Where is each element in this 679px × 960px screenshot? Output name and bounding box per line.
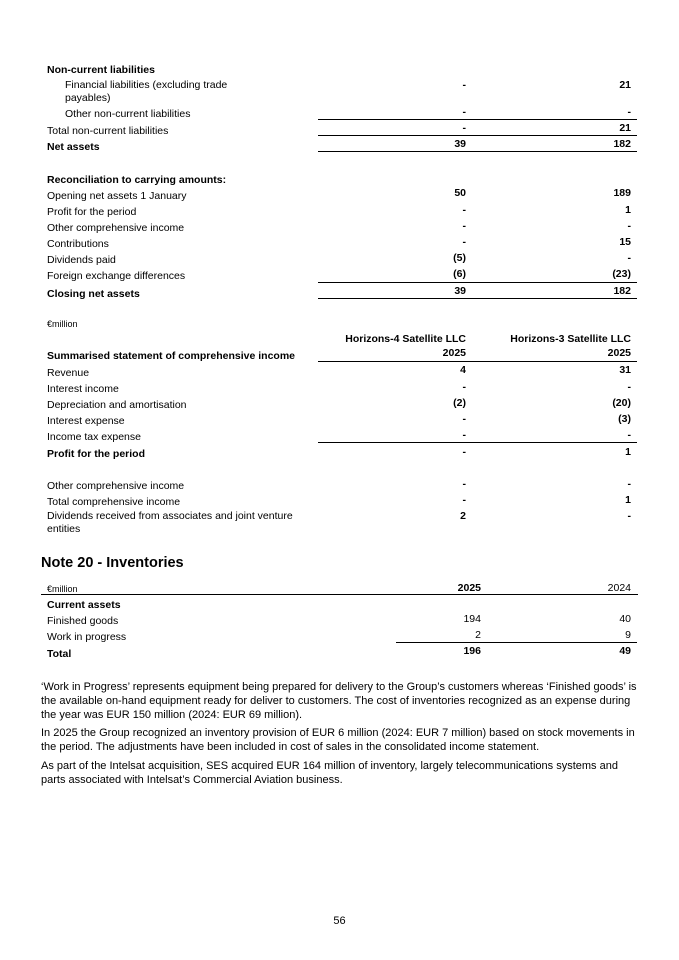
value-a: - — [462, 236, 466, 248]
value-b: 40 — [619, 613, 631, 625]
divider — [318, 298, 637, 299]
value-a: 39 — [454, 285, 466, 297]
value-b: 182 — [613, 285, 631, 297]
value-a: - — [462, 446, 466, 458]
value-b: 9 — [625, 629, 631, 641]
row-label: Work in progress — [47, 631, 127, 643]
row-label: Dividends received from associates and joint venture — [47, 510, 293, 522]
year-a: 2025 — [457, 582, 481, 594]
value-b: - — [627, 478, 631, 490]
row-label: Dividends paid — [47, 254, 116, 266]
note-title: Note 20 - Inventories — [41, 555, 184, 571]
value-a: 196 — [463, 645, 481, 657]
divider — [318, 119, 637, 120]
value-b: 182 — [613, 138, 631, 150]
value-a: - — [462, 494, 466, 506]
value-a: 39 — [454, 138, 466, 150]
value-b: (23) — [612, 268, 631, 280]
value-b: 189 — [613, 187, 631, 199]
paragraph: As part of the Intelsat acquisition, SES acquired EUR 164 million of inventory, largely telecommunications systems and parts associated with Intelsat’s Commercial Aviation business. — [41, 760, 618, 786]
row-label: Revenue — [47, 367, 90, 379]
row-label: Profit for the period — [47, 448, 145, 460]
unit-label: €million — [47, 584, 78, 594]
row-label: Contributions — [47, 238, 109, 250]
row-label: Interest income — [47, 383, 119, 395]
value-a: 4 — [460, 364, 466, 376]
row-label: Opening net assets 1 January — [47, 190, 187, 202]
value-a: - — [462, 122, 466, 134]
row-label: Net assets — [47, 141, 100, 153]
divider — [41, 594, 638, 595]
value-b: - — [627, 252, 631, 264]
value-b: - — [627, 510, 631, 522]
value-b: 21 — [619, 79, 631, 91]
divider — [396, 642, 637, 643]
row-label: Financial liabilities (excluding trade — [65, 79, 228, 91]
row-label: Finished goods — [47, 615, 119, 627]
value-a: 2 — [475, 629, 481, 641]
row-label-cont: payables) — [65, 92, 111, 104]
value-b: (20) — [612, 397, 631, 409]
row-label: Total comprehensive income — [47, 496, 181, 508]
paragraph: ‘Work in Progress’ represents equipment being prepared for delivery to the Group’s customers whereas ‘Finished goods’ is the available on-hand equipment ready for deliver to customers. The cost of inventories recognized as an expense during the year was EUR 150 million (2024: EUR 69 million). — [41, 681, 637, 721]
non-current-liabilities-heading: Non-current liabilities — [47, 64, 155, 76]
value-b: 15 — [619, 236, 631, 248]
column-header-a: Horizons-4 Satellite LLC — [345, 333, 466, 345]
section-heading: Summarised statement of comprehensive income — [47, 350, 295, 362]
column-header-b: Horizons-3 Satellite LLC — [510, 333, 631, 345]
divider — [318, 282, 637, 283]
page-number: 56 — [333, 915, 346, 927]
row-label: Profit for the period — [47, 206, 137, 218]
value-b: 49 — [619, 645, 631, 657]
value-b: - — [627, 381, 631, 393]
row-label: Total — [47, 648, 72, 660]
row-label: Foreign exchange differences — [47, 270, 186, 282]
value-a: 194 — [463, 613, 481, 625]
value-b: 31 — [619, 364, 631, 376]
row-label-cont: entities — [47, 523, 81, 535]
reconciliation-heading: Reconciliation to carrying amounts: — [47, 174, 227, 186]
value-b: 1 — [625, 494, 631, 506]
value-a: - — [462, 413, 466, 425]
row-label: Depreciation and amortisation — [47, 399, 187, 411]
value-a: (5) — [453, 252, 466, 264]
divider — [318, 151, 637, 152]
value-a: - — [462, 381, 466, 393]
value-b: 21 — [619, 122, 631, 134]
unit-label: €million — [47, 319, 78, 329]
divider — [318, 442, 637, 443]
row-label: Other comprehensive income — [47, 480, 185, 492]
value-b: 1 — [625, 446, 631, 458]
divider — [318, 361, 637, 362]
paragraph: In 2025 the Group recognized an inventory provision of EUR 6 million (2024: EUR 7 million) based on stock movements in the period. The adjustments have been included in cost of sales in the consolidated income statement. — [41, 727, 635, 753]
value-a: - — [462, 204, 466, 216]
row-label: Interest expense — [47, 415, 125, 427]
row-label: Closing net assets — [47, 288, 140, 300]
value-a: - — [462, 429, 466, 441]
value-a: - — [462, 106, 466, 118]
value-a: (2) — [453, 397, 466, 409]
row-label: Other comprehensive income — [47, 222, 185, 234]
value-a: - — [462, 79, 466, 91]
current-assets-heading: Current assets — [47, 599, 121, 611]
value-b: (3) — [618, 413, 631, 425]
row-label: Total non-current liabilities — [47, 125, 169, 137]
value-a: - — [462, 220, 466, 232]
row-label: Income tax expense — [47, 431, 141, 443]
year-b: 2025 — [607, 347, 631, 359]
value-b: - — [627, 106, 631, 118]
value-a: - — [462, 478, 466, 490]
value-a: 50 — [454, 187, 466, 199]
value-b: 1 — [625, 204, 631, 216]
divider — [318, 135, 637, 136]
value-a: 2 — [460, 510, 466, 522]
value-b: - — [627, 429, 631, 441]
value-a: (6) — [453, 268, 466, 280]
year-a: 2025 — [442, 347, 466, 359]
value-b: - — [627, 220, 631, 232]
year-b: 2024 — [607, 582, 631, 594]
row-label: Other non-current liabilities — [65, 108, 191, 120]
